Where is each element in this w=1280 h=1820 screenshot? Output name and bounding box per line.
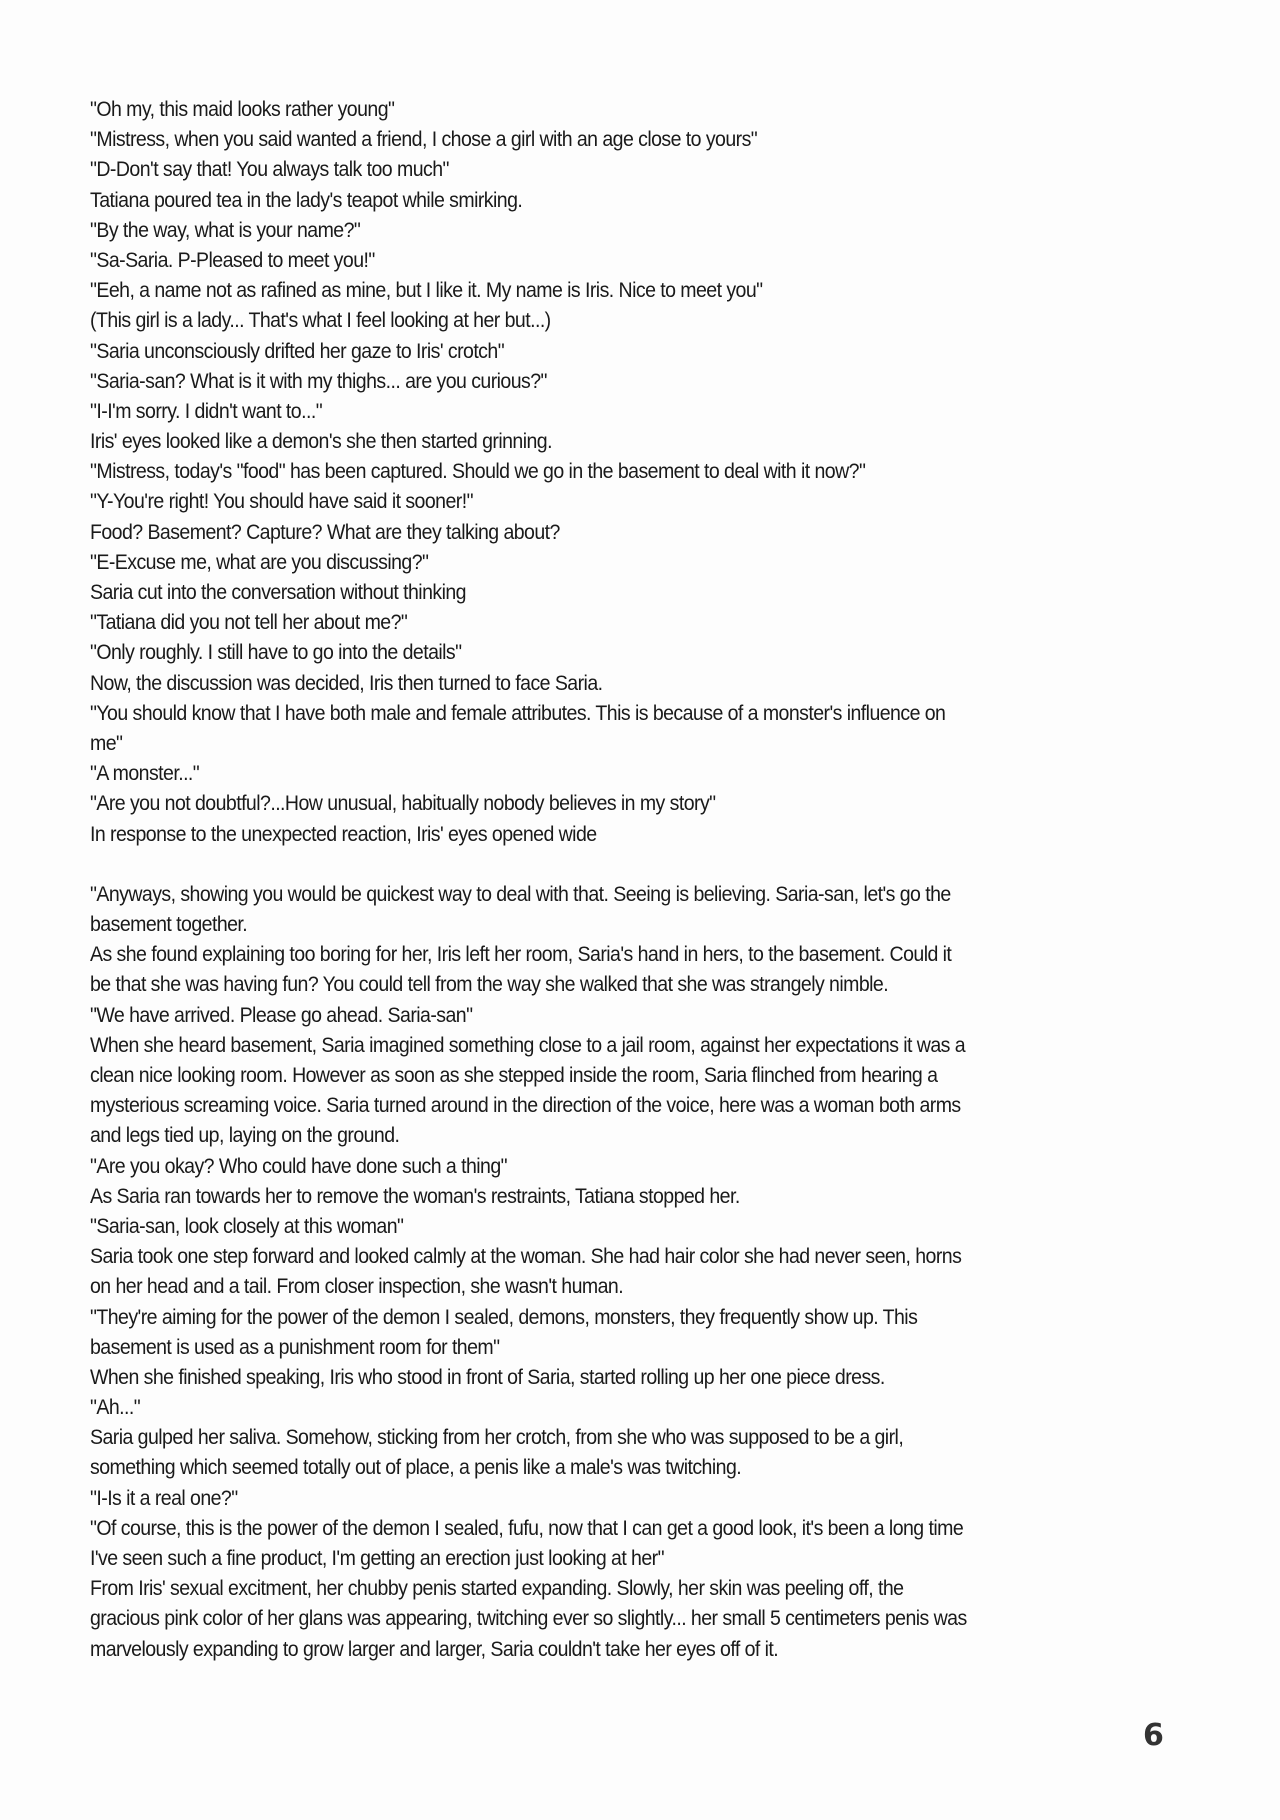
- text-line: Saria gulped her saliva. Somehow, sticking from her crotch, from she who was supposed to be a girl,: [90, 1426, 904, 1450]
- text-line: and legs tied up, laying on the ground.: [90, 1124, 400, 1148]
- text-line: "D-Don't say that! You always talk too much": [90, 158, 449, 182]
- text-line: Saria cut into the conversation without thinking: [90, 581, 466, 604]
- text-line: "Of course, this is the power of the demon I sealed, fufu, now that I can get a good look, it's been a long time: [90, 1516, 964, 1540]
- text-line: "By the way, what is your name?": [90, 218, 361, 242]
- text-line: me": [90, 731, 123, 755]
- text-line: on her head and a tail. From closer inspection, she wasn't human.: [90, 1275, 624, 1299]
- text-line: "They're aiming for the power of the demon I sealed, demons, monsters, they frequently show up. This: [90, 1305, 918, 1329]
- text-line: "Are you not doubtful?...How unusual, habitually nobody believes in my story": [90, 792, 716, 816]
- text-line: "Saria-san? What is it with my thighs... are you curious?": [90, 369, 547, 393]
- text-line: be that she was having fun? You could tell from the way she walked that she was strangely nimble.: [90, 973, 889, 997]
- text-line: (This girl is a lady... That's what I feel looking at her but...): [90, 309, 551, 333]
- text-line: mysterious screaming voice. Saria turned around in the direction of the voice, here was a woman both arms: [90, 1094, 961, 1118]
- text-line: "Ah...": [90, 1396, 141, 1420]
- text-line: "I-Is it a real one?": [90, 1486, 238, 1510]
- text-line: "A monster...": [90, 762, 200, 786]
- page-number: 6: [1143, 1718, 1164, 1753]
- text-line: As she found explaining too boring for her, Iris left her room, Saria's hand in hers, to the basement. Could it: [90, 943, 952, 967]
- text-line: In response to the unexpected reaction, Iris' eyes opened wide: [90, 822, 597, 846]
- text-line: As Saria ran towards her to remove the woman's restraints, Tatiana stopped her.: [90, 1184, 740, 1208]
- text-line: clean nice looking room. However as soon as she stepped inside the room, Saria flinched from hearing a: [90, 1064, 938, 1087]
- text-line: "Y-You're right! You should have said it sooner!": [90, 490, 473, 514]
- text-line: "Sa-Saria. P-Pleased to meet you!": [90, 248, 375, 272]
- text-line: "I-I'm sorry. I didn't want to...": [90, 399, 323, 423]
- text-line: marvelously expanding to grow larger and larger, Saria couldn't take her eyes off of it.: [90, 1637, 779, 1661]
- text-line: basement is used as a punishment room for them": [90, 1335, 500, 1359]
- text-line: When she heard basement, Saria imagined something close to a jail room, against her expectations it was a: [90, 1033, 966, 1057]
- text-line: Tatiana poured tea in the lady's teapot while smirking.: [90, 188, 523, 212]
- text-line: "Mistress, when you said wanted a friend, I chose a girl with an age close to yours": [90, 128, 758, 152]
- text-line: "Tatiana did you not tell her about me?": [90, 611, 408, 635]
- text-line: something which seemed totally out of place, a penis like a male's was twitching.: [90, 1456, 742, 1480]
- text-line: "Oh my, this maid looks rather young": [90, 98, 395, 121]
- body-text: [90, 95, 1190, 1665]
- text-line: From Iris' sexual excitment, her chubby penis started expanding. Slowly, her skin was peeling off, the: [90, 1577, 904, 1601]
- text-line: basement together.: [90, 913, 248, 937]
- text-line: "Are you okay? Who could have done such a thing": [90, 1154, 508, 1178]
- text-line: When she finished speaking, Iris who stood in front of Saria, started rolling up her one piece dress.: [90, 1365, 885, 1389]
- text-line: Now, the discussion was decided, Iris then turned to face Saria.: [90, 671, 603, 695]
- text-line: "Mistress, today's "food" has been captured. Should we go in the basement to deal with it now?": [90, 460, 866, 484]
- text-line: Saria took one step forward and looked calmly at the woman. She had hair color she had never seen, horns: [90, 1245, 962, 1269]
- text-line: "Saria unconsciously drifted her gaze to Iris' crotch": [90, 339, 505, 363]
- text-line: Iris' eyes looked like a demon's she then started grinning.: [90, 430, 552, 454]
- text-line: Food? Basement? Capture? What are they talking about?: [90, 520, 560, 544]
- text-line: I've seen such a fine product, I'm getting an erection just looking at her": [90, 1547, 664, 1570]
- text-line: "E-Excuse me, what are you discussing?": [90, 550, 429, 574]
- text-line: gracious pink color of her glans was appearing, twitching ever so slightly... her small 5 centimeters penis was: [90, 1607, 967, 1631]
- text-line: "Only roughly. I still have to go into the details": [90, 641, 462, 665]
- text-line: "We have arrived. Please go ahead. Saria-san": [90, 1003, 473, 1027]
- text-line: "Eeh, a name not as rafined as mine, but I like it. My name is Iris. Nice to meet you": [90, 279, 763, 303]
- text-line: "You should know that I have both male and female attributes. This is because of a monster's influence on: [90, 701, 946, 725]
- text-line: "Anyways, showing you would be quickest way to deal with that. Seeing is believing. Saria-san, let's go the: [90, 882, 951, 906]
- blank-line: [90, 850, 1113, 880]
- text-line: "Saria-san, look closely at this woman": [90, 1214, 404, 1238]
